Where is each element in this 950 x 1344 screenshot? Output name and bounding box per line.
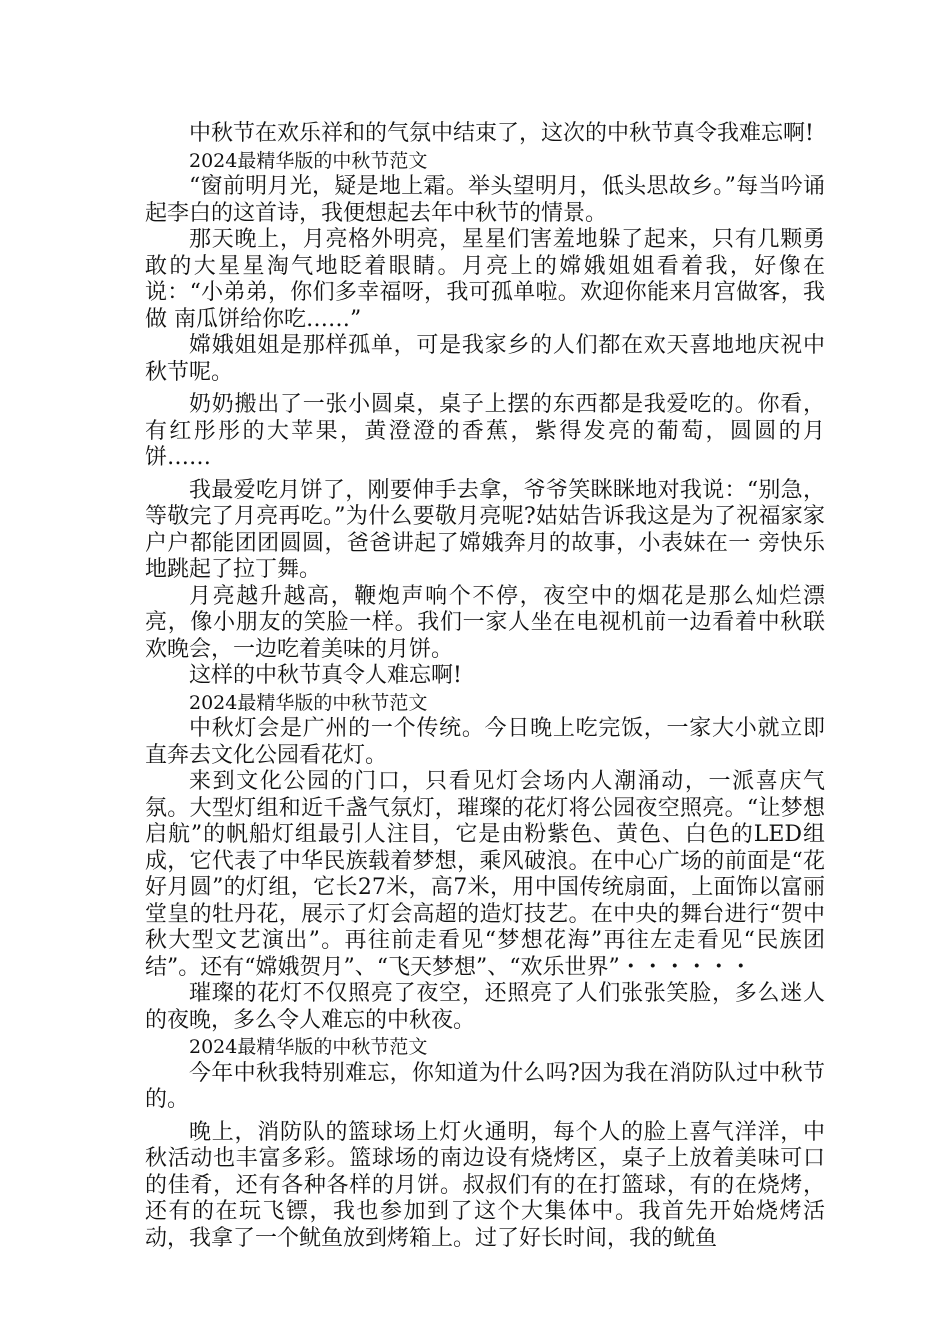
paragraph: 中秋灯会是广州的一个传统。今日晚上吃完饭，一家大小就立即直奔去文化公园看花灯。 (145, 716, 825, 768)
paragraph: 那天晚上，月亮格外明亮，星星们害羞地躲了起来，只有几颗勇敢的大星星淘气地眨着眼睛。月亮上的嫦娥姐姐看着我，好像在说：“小弟弟，你们多幸福呀，我可孤单啦。欢迎你能来月宫做客，我做 南瓜饼给你吃……” (145, 227, 825, 332)
paragraph: 嫦娥姐姐是那样孤单，可是我家乡的人们都在欢天喜地地庆祝中秋节呢。 (145, 333, 825, 385)
paragraph: 我最爱吃月饼了，刚要伸手去拿，爷爷笑眯眯地对我说：“别急，等敬完了月亮再吃。”为什么要敬月亮呢?姑姑告诉我这是为了祝福家家户户都能团团圆圆，爸爸讲起了嫦娥奔月的故事，小表妹在一 旁快乐地跳起了拉丁舞。 (145, 477, 825, 582)
paragraph: 晚上，消防队的篮球场上灯火通明，每个人的脸上喜气洋洋，中秋活动也丰富多彩。篮球场的南边设有烧烤区，桌子上放着美味可口的佳肴，还有各种各样的月饼。叔叔们有的在打篮球，有的在烧烤，还有的在玩飞镖，我也参加到了这个大集体中。我首先开始烧烤活动，我拿了一个鱿鱼放到烤箱上。过了好长时间，我的鱿鱼 (145, 1119, 825, 1251)
document-body (145, 121, 825, 1252)
section-title: 2024最精华版的中秋节范文 (189, 1036, 428, 1058)
paragraph: 来到文化公园的门口，只看见灯会场内人潮涌动，一派喜庆气氛。大型灯组和近千盏气氛灯，璀璨的花灯将公园夜空照亮。“让梦想启航”的帆船灯组最引人注目，它是由粉紫色、黄色、白色的LED组成，它代表了中华民族载着梦想，乘风破浪。在中心广场的前面是“花好月圆”的灯组，它长27米，高7米，用中国传统扇面，上面饰以富丽堂皇的牡丹花，展示了灯会高超的造灯技艺。在中央的舞台进行“贺中秋大型文艺演出”。再往前走看见“梦想花海”再往左走看见“民族团结”。还有“嫦娥贺月”、“飞天梦想”、“欢乐世界”・・・・・・ (145, 769, 825, 980)
paragraph: 今年中秋我特别难忘，你知道为什么吗?因为我在消防队过中秋节的。 (145, 1060, 825, 1112)
section-title: 2024最精华版的中秋节范文 (189, 149, 428, 172)
paragraph: 中秋节在欢乐祥和的气氛中结束了，这次的中秋节真令我难忘啊! (189, 121, 814, 146)
section-title: 2024最精华版的中秋节范文 (189, 691, 428, 714)
paragraph: 奶奶搬出了一张小圆桌，桌子上摆的东西都是我爱吃的。你看，有红彤彤的大苹果，黄澄澄的香蕉，紫得发亮的葡萄，圆圆的月饼…… (145, 392, 825, 470)
paragraph: 璀璨的花灯不仅照亮了夜空，还照亮了人们张张笑脸，多么迷人的夜晚，多么令人难忘的中秋夜。 (145, 981, 825, 1033)
paragraph: 月亮越升越高，鞭炮声响个不停，夜空中的烟花是那么灿烂漂亮，像小朋友的笑脸一样。我们一家人坐在电视机前一边看着中秋联欢晚会，一边吃着美味的月饼。 (145, 583, 825, 662)
paragraph: “窗前明月光，疑是地上霜。举头望明月，低头思故乡。”每当吟诵起李白的这首诗，我便想起去年中秋节的情景。 (145, 174, 825, 226)
paragraph: 这样的中秋节真令人难忘啊! (189, 663, 462, 688)
